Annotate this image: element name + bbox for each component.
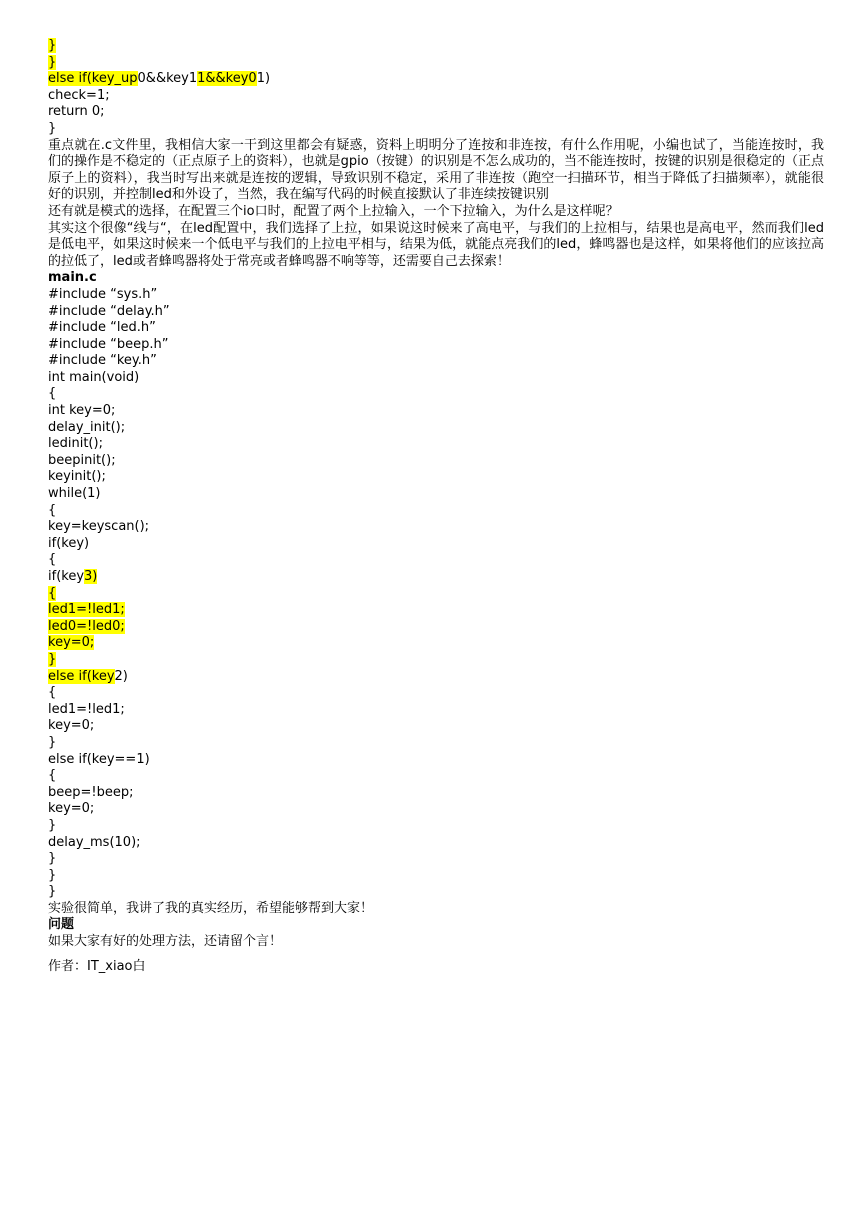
text-segment: if(key <box>48 569 85 584</box>
paragraph <box>48 221 824 271</box>
highlighted-text: led1=!led1; <box>48 602 125 618</box>
code-line <box>48 536 824 553</box>
code-line <box>48 602 824 619</box>
text-segment: while(1) <box>48 486 101 502</box>
code-line <box>48 718 824 735</box>
text-segment: { <box>48 685 57 701</box>
section-heading <box>48 270 824 287</box>
code-line <box>48 735 824 752</box>
text-segment: #include “delay.h” <box>48 303 170 319</box>
text-segment: delay_ms(10); <box>48 834 141 850</box>
code-line <box>48 685 824 702</box>
highlighted-text: } <box>48 38 57 53</box>
text-segment: { <box>48 502 57 518</box>
highlighted-text: else if(key <box>48 668 115 684</box>
text-segment: 2) <box>114 668 128 684</box>
highlighted-text: key=0; <box>48 635 95 651</box>
highlighted-text: 1&&key0 <box>197 71 257 87</box>
text-segment: else if(key==1) <box>48 751 150 767</box>
text-segment: delay_init(); <box>48 419 126 435</box>
text-segment: } <box>48 884 57 900</box>
text-segment: #include “led.h” <box>48 320 156 336</box>
code-line <box>48 353 824 370</box>
code-line <box>48 88 824 105</box>
text-segment: } <box>48 734 57 750</box>
code-line <box>48 420 824 437</box>
code-line <box>48 619 824 636</box>
author-line <box>48 959 824 976</box>
highlighted-text: } <box>48 54 57 70</box>
code-line <box>48 669 824 686</box>
text-segment: key=0; <box>48 801 95 817</box>
text-segment: int key=0; <box>48 403 116 419</box>
text-segment: 重点就在.c文件里，我相信大家一干到这里都会有疑惑，资料上明明分了连按和非连按，有什么作用呢，小编也试了，当能连按时，我们的操作是不稳定的（正点原子上的资料），也就是gpio（按键）的识别是不怎么成功的，当不能连按时，按键的识别是很稳定的（正点原子上的资料），我当时写出来就是连按的逻辑，导致识别不稳定，采用了非连按（跑空一扫描环节，相当于降低了扫描频率），就能很好的识别，并控制led和外设了，当然，我在编写代码的时候直接默认了非连续按键识别 <box>48 137 824 203</box>
text-segment: 实验很简单，我讲了我的真实经历，希望能够帮到大家！ <box>48 900 374 916</box>
text-segment: } <box>48 867 57 883</box>
code-line <box>48 453 824 470</box>
text-segment: 0&&key1 <box>137 71 198 87</box>
text-segment: } <box>48 817 57 833</box>
code-line <box>48 635 824 652</box>
text-segment: 1) <box>256 71 271 87</box>
text-segment: { <box>48 552 57 568</box>
text-segment: 作者：IT_xiao白 <box>48 958 146 974</box>
code-line <box>48 436 824 453</box>
code-line <box>48 469 824 486</box>
code-line <box>48 552 824 569</box>
code-line <box>48 386 824 403</box>
code-line <box>48 503 824 520</box>
code-line <box>48 835 824 852</box>
code-line <box>48 519 824 536</box>
text-segment: { <box>48 768 57 784</box>
text-segment: 还有就是模式的选择，在配置三个io口时，配置了两个上拉输入，一个下拉输入，为什么是这样呢？ <box>48 203 619 219</box>
text-segment: return 0; <box>48 104 105 120</box>
code-line <box>48 752 824 769</box>
text-segment: { <box>48 386 57 402</box>
text-segment: beep=!beep; <box>48 784 134 800</box>
code-line <box>48 768 824 785</box>
text-segment: 如果大家有好的处理方法，还请留个言！ <box>48 934 283 950</box>
text-segment: 其实这个很像“线与“，在led配置中，我们选择了上拉，如果说这时候来了高电平，与我们的上拉相与，结果也是高电平，然而我们led是低电平，如果这时候来一个低电平与我们的上拉电平相与，结果为低，就能点亮我们的led，蜂鸣器也是这样，如果将他们的应该拉高的拉低了，led或者蜂鸣器将处于常亮或者蜂鸣器不响等等，还需要自己去探索！ <box>48 220 824 269</box>
code-line <box>48 818 824 835</box>
code-line <box>48 337 824 354</box>
paragraph <box>48 138 824 204</box>
code-line <box>48 71 824 88</box>
text-segment: } <box>48 120 57 136</box>
document-body <box>48 38 824 975</box>
text-segment: led1=!led1; <box>48 701 125 717</box>
highlighted-text: else if(key_up <box>48 71 138 87</box>
highlighted-text: 3) <box>84 569 98 584</box>
text-segment: beepinit(); <box>48 452 116 468</box>
code-line <box>48 569 824 586</box>
code-line <box>48 652 824 669</box>
text-segment: check=1; <box>48 87 110 103</box>
paragraph <box>48 204 824 221</box>
text-segment: key=keyscan(); <box>48 519 150 535</box>
paragraph <box>48 934 824 951</box>
section-heading <box>48 917 824 934</box>
text-segment: keyinit(); <box>48 469 106 485</box>
text-segment: 问题 <box>48 917 75 933</box>
code-line <box>48 320 824 337</box>
text-segment: int main(void) <box>48 369 140 385</box>
code-line <box>48 403 824 420</box>
code-line <box>48 884 824 901</box>
text-segment: if(key) <box>48 535 90 551</box>
text-segment: main.c <box>48 270 97 286</box>
text-segment: key=0; <box>48 718 95 734</box>
code-line <box>48 785 824 802</box>
code-line <box>48 801 824 818</box>
code-line <box>48 851 824 868</box>
code-line <box>48 586 824 603</box>
highlighted-text: } <box>48 651 57 667</box>
code-line <box>48 868 824 885</box>
code-line <box>48 370 824 387</box>
highlighted-text: { <box>48 585 57 601</box>
text-segment: #include “key.h” <box>48 353 157 369</box>
code-line <box>48 304 824 321</box>
highlighted-text: led0=!led0; <box>48 618 125 634</box>
text-segment: ledinit(); <box>48 436 103 452</box>
text-segment: } <box>48 851 57 867</box>
text-segment: #include “sys.h” <box>48 286 158 302</box>
code-line <box>48 38 824 55</box>
paragraph <box>48 901 824 918</box>
code-line <box>48 702 824 719</box>
code-line <box>48 121 824 138</box>
code-line <box>48 104 824 121</box>
code-line <box>48 287 824 304</box>
text-segment: #include “beep.h” <box>48 336 169 352</box>
code-line <box>48 55 824 72</box>
code-line <box>48 486 824 503</box>
